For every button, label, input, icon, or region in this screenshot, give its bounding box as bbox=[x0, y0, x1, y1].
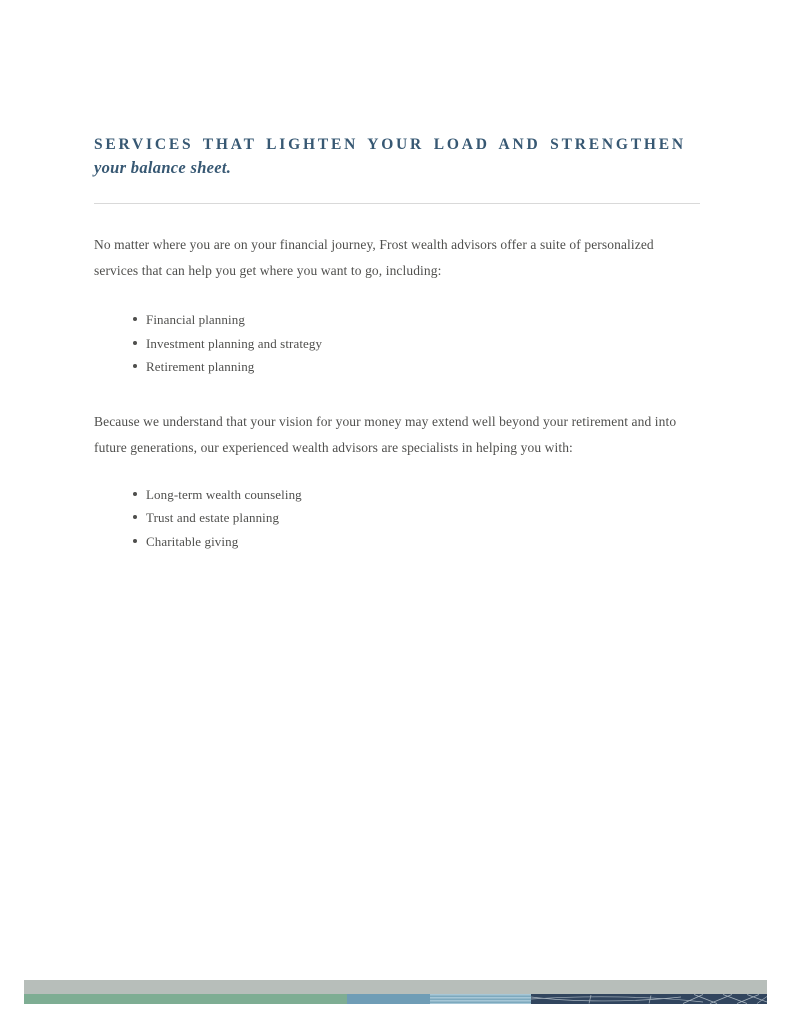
second-paragraph: Because we understand that your vision for your money may extend well beyond your retirement and into future generations, our experienced wealth advisors are specialists in helping you with: bbox=[94, 413, 677, 455]
list-item bbox=[133, 530, 700, 554]
services-bullet-list bbox=[94, 308, 700, 379]
footer-segment-green bbox=[24, 994, 347, 1004]
bullet-icon bbox=[133, 341, 137, 345]
footer-segment-striped-blue bbox=[430, 994, 531, 1004]
bullet-icon bbox=[133, 317, 137, 321]
list-item-label: Long-term wealth counseling bbox=[146, 486, 302, 502]
list-item bbox=[133, 332, 700, 356]
list-item bbox=[133, 483, 700, 507]
horizontal-divider bbox=[94, 203, 700, 204]
footer-segment-navy bbox=[531, 994, 767, 1004]
bullet-icon bbox=[133, 515, 137, 519]
footer-brand-bar bbox=[24, 980, 767, 1004]
footer-gray-band bbox=[24, 980, 767, 994]
page-title bbox=[94, 0, 700, 179]
list-item-label: Financial planning bbox=[146, 312, 245, 327]
page-title-line2: your balance sheet. bbox=[94, 158, 232, 177]
list-item-label: Trust and estate planning bbox=[146, 510, 280, 525]
list-item-label: Charitable giving bbox=[146, 533, 239, 549]
footer-color-band bbox=[24, 994, 767, 1004]
bullet-icon bbox=[133, 492, 137, 496]
footer-segment-blue bbox=[347, 994, 430, 1004]
wealth-bullet-list bbox=[94, 483, 700, 554]
bullet-icon bbox=[133, 539, 137, 543]
page-title-line1: SERVICES THAT LIGHTEN YOUR LOAD AND STRENGTHEN bbox=[94, 136, 686, 153]
list-item bbox=[133, 506, 700, 530]
intro-paragraph: No matter where you are on your financial journey, Frost wealth advisors offer a suite of personalized services that can help you get where you want to go, including: bbox=[94, 237, 654, 278]
bullet-icon bbox=[133, 364, 137, 368]
guilloche-line-art-icon bbox=[531, 994, 767, 1004]
list-item-label: Investment planning and strategy bbox=[146, 335, 323, 351]
list-item-label: Retirement planning bbox=[146, 359, 255, 374]
list-item bbox=[133, 355, 700, 379]
list-item bbox=[133, 308, 700, 332]
